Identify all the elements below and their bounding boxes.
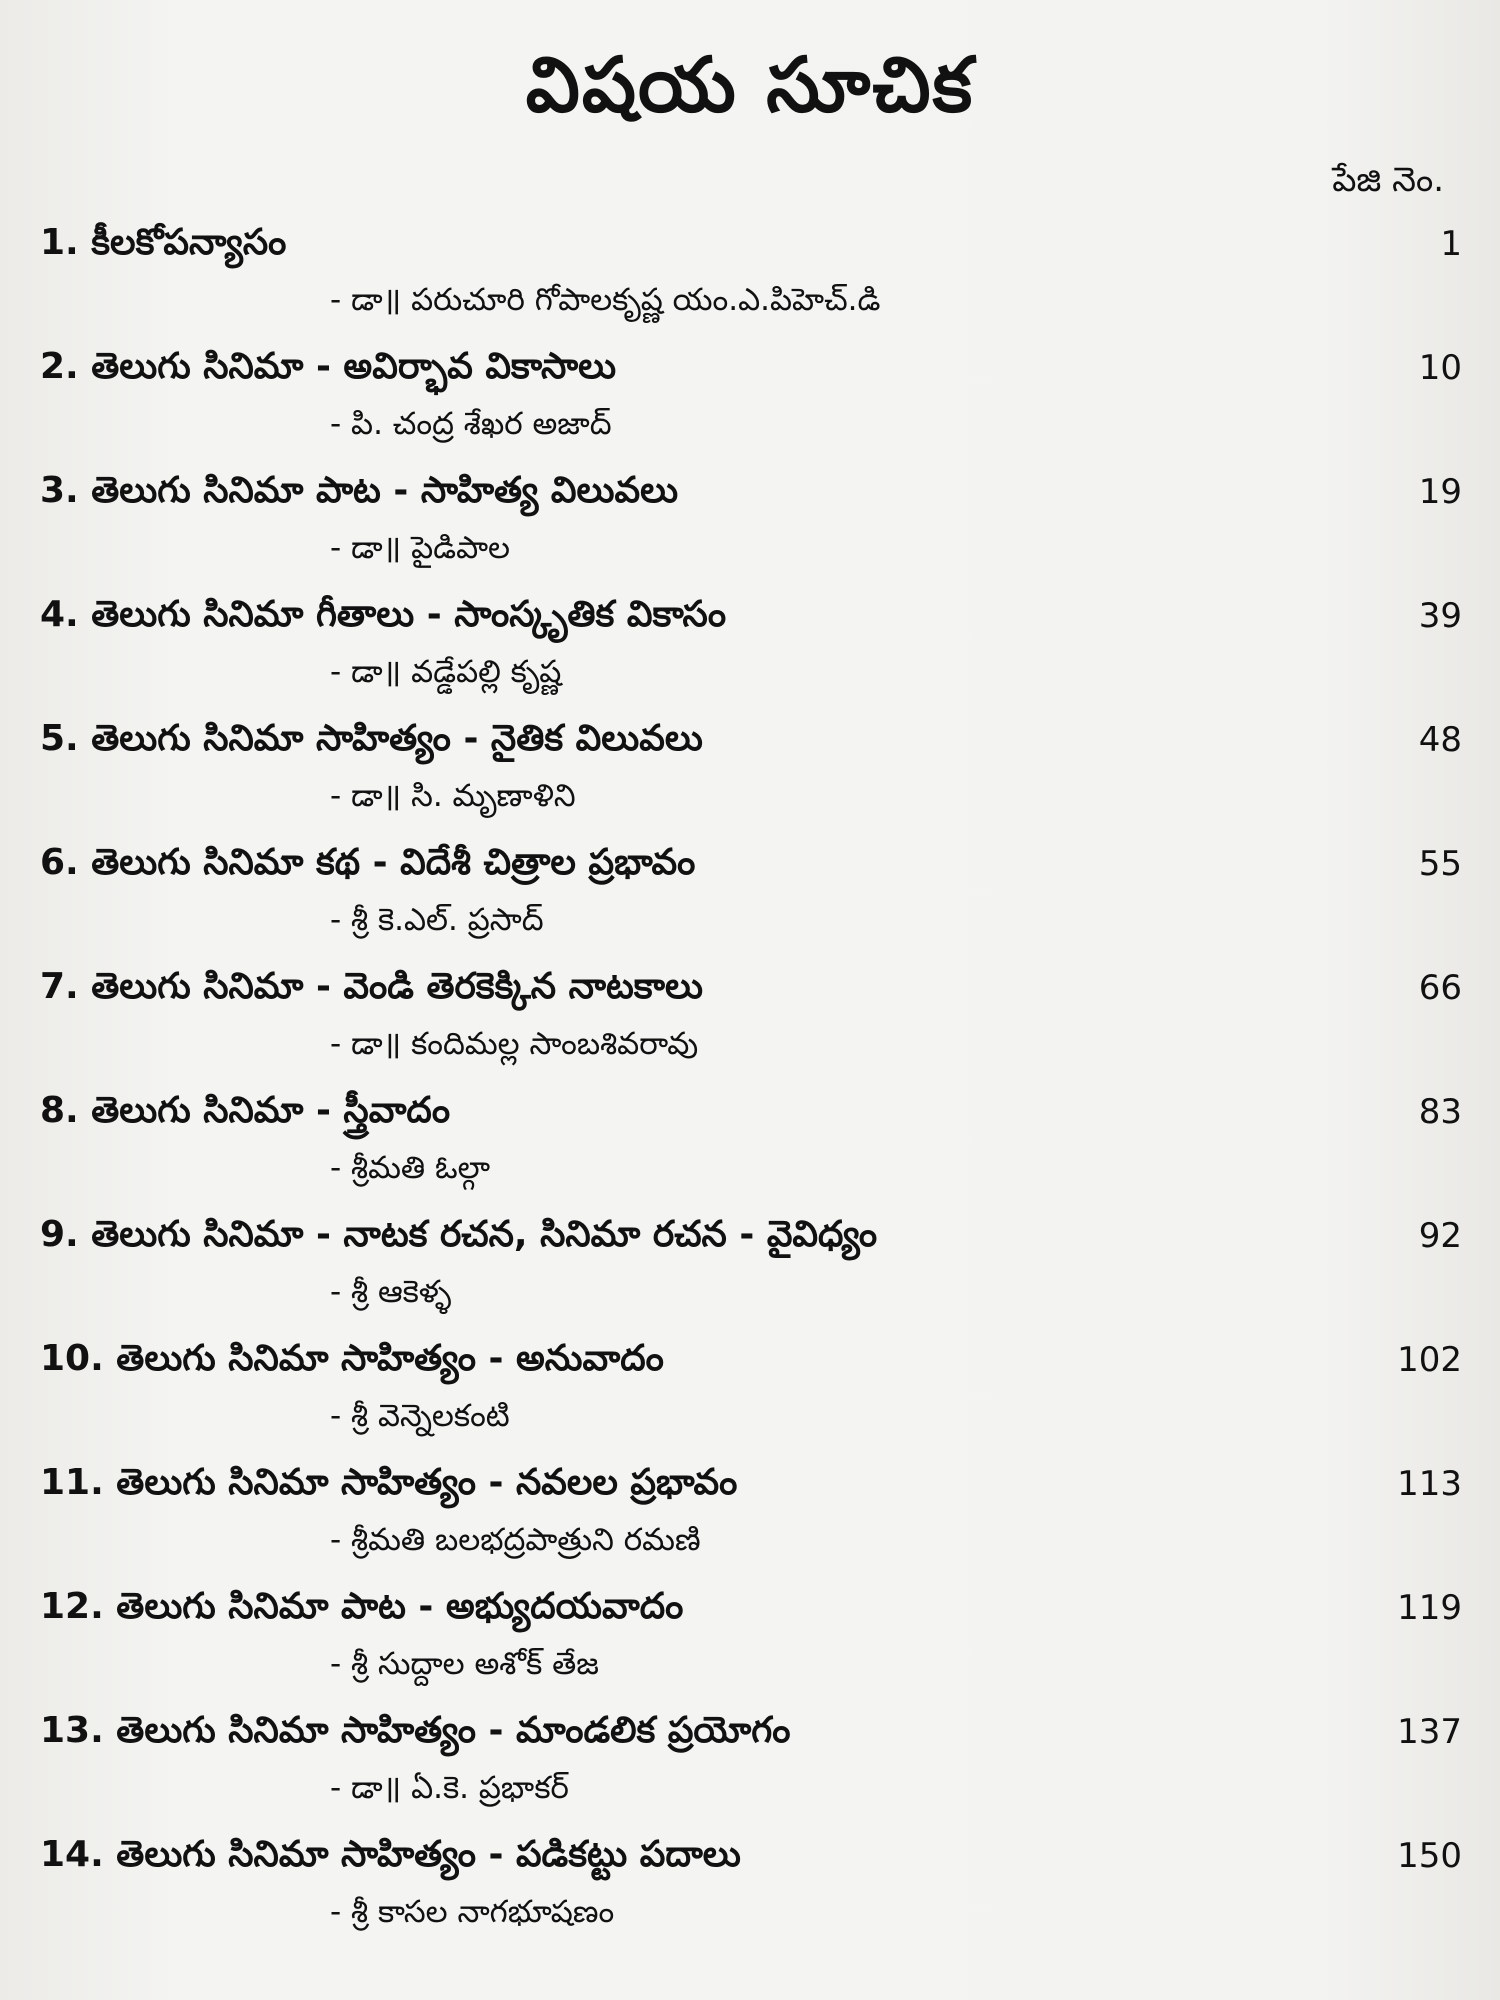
toc-entry-page: 119 xyxy=(1397,1588,1462,1628)
page-number-column-label: పేజి నెం. xyxy=(1332,160,1444,200)
toc-entry-title: 4. తెలుగు సినిమా గీతాలు - సాంస్కృతిక వికాసం xyxy=(40,594,727,635)
toc-entry-author: - డా॥ వడ్డేపల్లి కృష్ణ xyxy=(330,654,562,690)
toc-entry-page: 150 xyxy=(1397,1836,1462,1876)
toc-entry-author: - డా॥ ఏ.కె. ప్రభాకర్ xyxy=(330,1770,569,1806)
toc-entry-title: 13. తెలుగు సినిమా సాహిత్యం - మాండలిక ప్రయోగం xyxy=(40,1710,791,1751)
toc-entry-page: 10 xyxy=(1418,348,1462,388)
toc-entry-page: 1 xyxy=(1440,224,1462,264)
toc-entry-author: - శ్రీమతి బలభద్రపాత్రుని రమణి xyxy=(330,1522,701,1558)
toc-entry-author: - డా॥ సి. మృణాళిని xyxy=(330,778,576,814)
toc-entry-page: 48 xyxy=(1418,720,1462,760)
toc-entry-page: 102 xyxy=(1397,1340,1462,1380)
toc-entry xyxy=(0,470,1500,594)
toc-entry-author: - డా॥ పరుచూరి గోపాలకృష్ణ యం.ఎ.పిహెచ్.డి xyxy=(330,282,881,318)
toc-entry-author: - శ్రీమతి ఓల్గా xyxy=(330,1150,491,1186)
toc-entry xyxy=(0,966,1500,1090)
toc-entry-page: 83 xyxy=(1418,1092,1462,1132)
toc-entry xyxy=(0,1214,1500,1338)
toc-entry-title: 11. తెలుగు సినిమా సాహిత్యం - నవలల ప్రభావం xyxy=(40,1462,738,1503)
toc-entry xyxy=(0,1090,1500,1214)
toc-entry xyxy=(0,718,1500,842)
toc-entry-author: - శ్రీ వెన్నెలకంటి xyxy=(330,1398,510,1434)
toc-entry-title: 10. తెలుగు సినిమా సాహిత్యం - అనువాదం xyxy=(40,1338,664,1379)
toc-entry xyxy=(0,222,1500,346)
toc-entry-author: - డా॥ కందిమల్ల సాంబశివరావు xyxy=(330,1026,699,1062)
toc-entry-page: 113 xyxy=(1397,1464,1462,1504)
toc-entry-title: 8. తెలుగు సినిమా - స్త్రీవాదం xyxy=(40,1090,451,1131)
toc-entry-title: 1. కీలకోపన్యాసం xyxy=(40,222,287,263)
toc-entry xyxy=(0,1338,1500,1462)
toc-entry-page: 66 xyxy=(1418,968,1462,1008)
toc-entry xyxy=(0,1462,1500,1586)
toc-entry xyxy=(0,346,1500,470)
toc-entry-author: - శ్రీ కె.ఎల్. ప్రసాద్ xyxy=(330,902,544,938)
toc-entry-title: 6. తెలుగు సినిమా కథ - విదేశీ చిత్రాల ప్రభావం xyxy=(40,842,696,883)
toc-entry-title: 14. తెలుగు సినిమా సాహిత్యం - పడికట్టు పదాలు xyxy=(40,1834,741,1875)
toc-entry-author: - శ్రీ ఆకెళ్ళ xyxy=(330,1274,452,1310)
toc-entry-author: - శ్రీ సుద్దాల అశోక్ తేజ xyxy=(330,1646,599,1682)
toc-entry-title: 5. తెలుగు సినిమా సాహిత్యం - నైతిక విలువలు xyxy=(40,718,703,759)
toc-entry xyxy=(0,1710,1500,1834)
toc-entry-page: 92 xyxy=(1418,1216,1462,1256)
toc-entry-title: 12. తెలుగు సినిమా పాట - అభ్యుదయవాదం xyxy=(40,1586,684,1627)
toc-entry-page: 19 xyxy=(1418,472,1462,512)
toc-entry-author: - శ్రీ కాసల నాగభూషణం xyxy=(330,1894,615,1930)
toc-entry-page: 39 xyxy=(1418,596,1462,636)
toc-entry-page: 55 xyxy=(1418,844,1462,884)
toc-entry-title: 2. తెలుగు సినిమా - అవిర్భావ వికాసాలు xyxy=(40,346,617,387)
toc-entry-author: - పి. చంద్ర శేఖర అజాద్ xyxy=(330,406,612,442)
toc-entry xyxy=(0,1586,1500,1710)
toc-entry-title: 3. తెలుగు సినిమా పాట - సాహిత్య విలువలు xyxy=(40,470,679,511)
table-of-contents xyxy=(0,222,1500,1958)
toc-entry-author: - డా॥ పైడిపాల xyxy=(330,530,511,566)
toc-entry xyxy=(0,1834,1500,1958)
toc-entry-title: 7. తెలుగు సినిమా - వెండి తెరకెక్కిన నాటకాలు xyxy=(40,966,703,1007)
toc-entry xyxy=(0,842,1500,966)
page-title: విషయ సూచిక xyxy=(525,40,975,129)
toc-entry-page: 137 xyxy=(1397,1712,1462,1752)
toc-entry xyxy=(0,594,1500,718)
toc-entry-title: 9. తెలుగు సినిమా - నాటక రచన, సినిమా రచన - వైవిధ్యం xyxy=(40,1214,878,1255)
